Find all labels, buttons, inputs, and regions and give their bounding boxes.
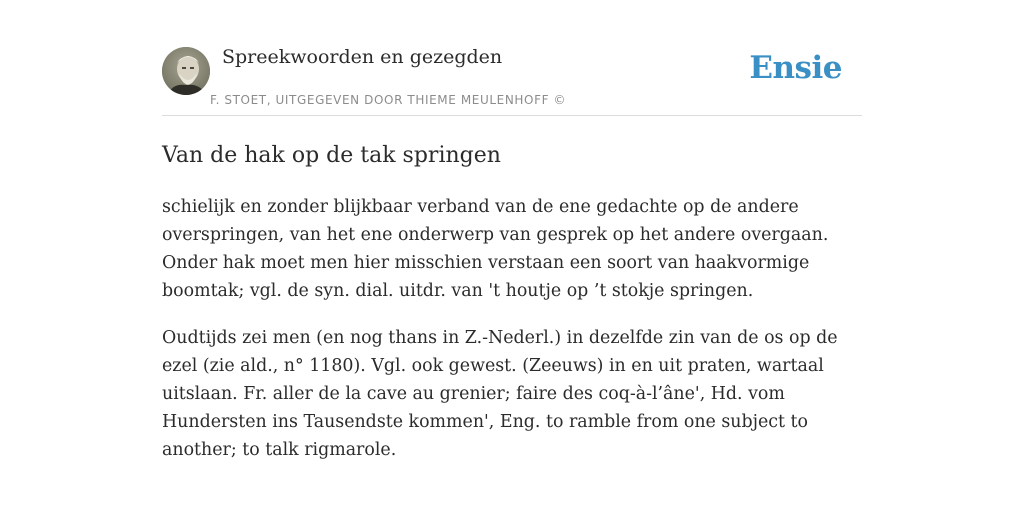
book-title-link[interactable]: Spreekwoorden en gezegden	[222, 46, 503, 68]
author-portrait-icon	[162, 47, 210, 95]
ensie-logo[interactable]: Ensie	[749, 50, 842, 86]
definition-paragraph: schielijk en zonder blijkbaar verband van de ene gedachte op de andere overspringen, van het ene onderwerp van gesprek op het andere overgaan. Onder hak moet men hier misschien verstaan een soort van haakvormige boomtak; vgl. de syn. dial. uitdr. van 't houtje op ’t stokje springen.	[162, 197, 829, 301]
entry-title: Van de hak op de tak springen	[162, 143, 501, 168]
attribution-text: F. STOET, UITGEGEVEN DOOR THIEME MEULENHOFF ©	[210, 93, 567, 107]
author-avatar[interactable]	[162, 47, 210, 95]
entry-card	[162, 40, 862, 464]
entry-definition	[162, 193, 862, 464]
definition-paragraph: Oudtijds zei men (en nog thans in Z.-Nederl.) in dezelfde zin van de os op de ezel (zie ald., n° 1180). Vgl. ook gewest. (Zeeuws) in en uit praten, wartaal uitslaan. Fr. aller de la cave au grenier; faire des coq-à-l’âne', Hd. vom Hundersten ins Tausendste kommen', Eng. to ramble from one subject to another; to talk rigmarole.	[162, 328, 838, 460]
page-header	[162, 40, 862, 116]
